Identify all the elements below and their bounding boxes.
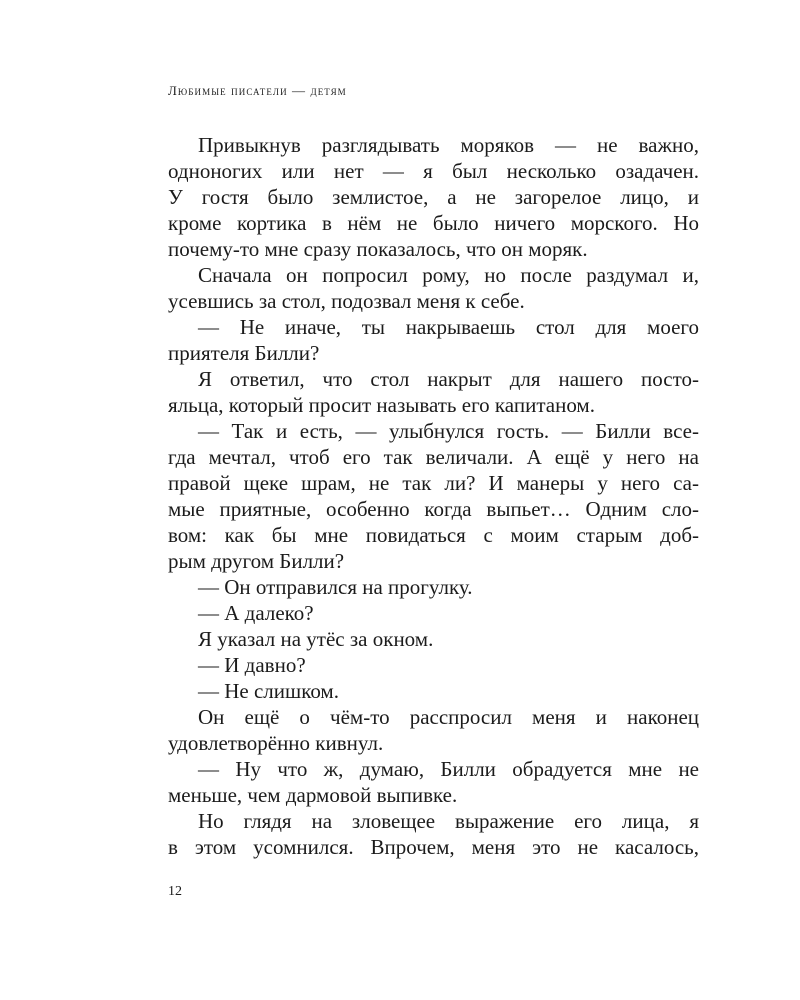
text-line: яльца, который просит называть его капитаном. [168,393,595,417]
text-line: — Так и есть, — улыбнулся гость. — Билли все- [198,419,699,443]
text-line: Он ещё о чём-то расспросил меня и наконец [198,705,699,729]
text-line: почему-то мне сразу показалось, что он моряк. [168,237,588,261]
text-line: правой щеке шрам, не так ли? И манеры у него са- [168,471,699,495]
running-head: Любимые писатели — детям [168,83,347,98]
text-line: Сначала он попросил рому, но после раздумал и, [198,263,699,287]
text-line: кроме кортика в нём не было ничего морского. Но [168,211,699,235]
text-line: усевшись за стол, подозвал меня к себе. [168,289,525,313]
text-line: удовлетворённо кивнул. [168,731,384,755]
text-line: У гостя было землистое, а не загорелое лицо, и [168,185,699,209]
text-line: Но глядя на зловещее выражение его лица, я [198,809,699,833]
text-line: вом: как бы мне повидаться с моим старым доб- [168,523,699,547]
text-line: Привыкнув разглядывать моряков — не важно, [198,133,699,157]
text-line: приятеля Билли? [168,341,320,365]
text-line: — Не иначе, ты накрываешь стол для моего [198,315,699,339]
text-line: — А далеко? [198,601,314,625]
text-line: меньше, чем дармовой выпивке. [168,783,458,807]
text-line: — Ну что ж, думаю, Билли обрадуется мне не [198,757,699,781]
text-line: рым другом Билли? [168,549,345,573]
body-text [168,132,699,860]
text-line: — Он отправился на прогулку. [198,575,473,599]
text-line: в этом усомнился. Впрочем, меня это не касалось, [168,835,699,859]
text-line: Я ответил, что стол накрыт для нашего посто- [198,367,699,391]
text-line: гда мечтал, чтоб его так величали. А ещё у него на [168,445,699,469]
text-line: Я указал на утёс за окном. [198,627,434,651]
page-number: 12 [168,884,182,899]
text-line: — Не слишком. [198,679,339,703]
text-line: — И давно? [198,653,306,677]
text-line: одноногих или нет — я был несколько озадачен. [168,159,699,183]
text-line: мые приятные, особенно когда выпьет… Одним сло- [168,497,699,521]
